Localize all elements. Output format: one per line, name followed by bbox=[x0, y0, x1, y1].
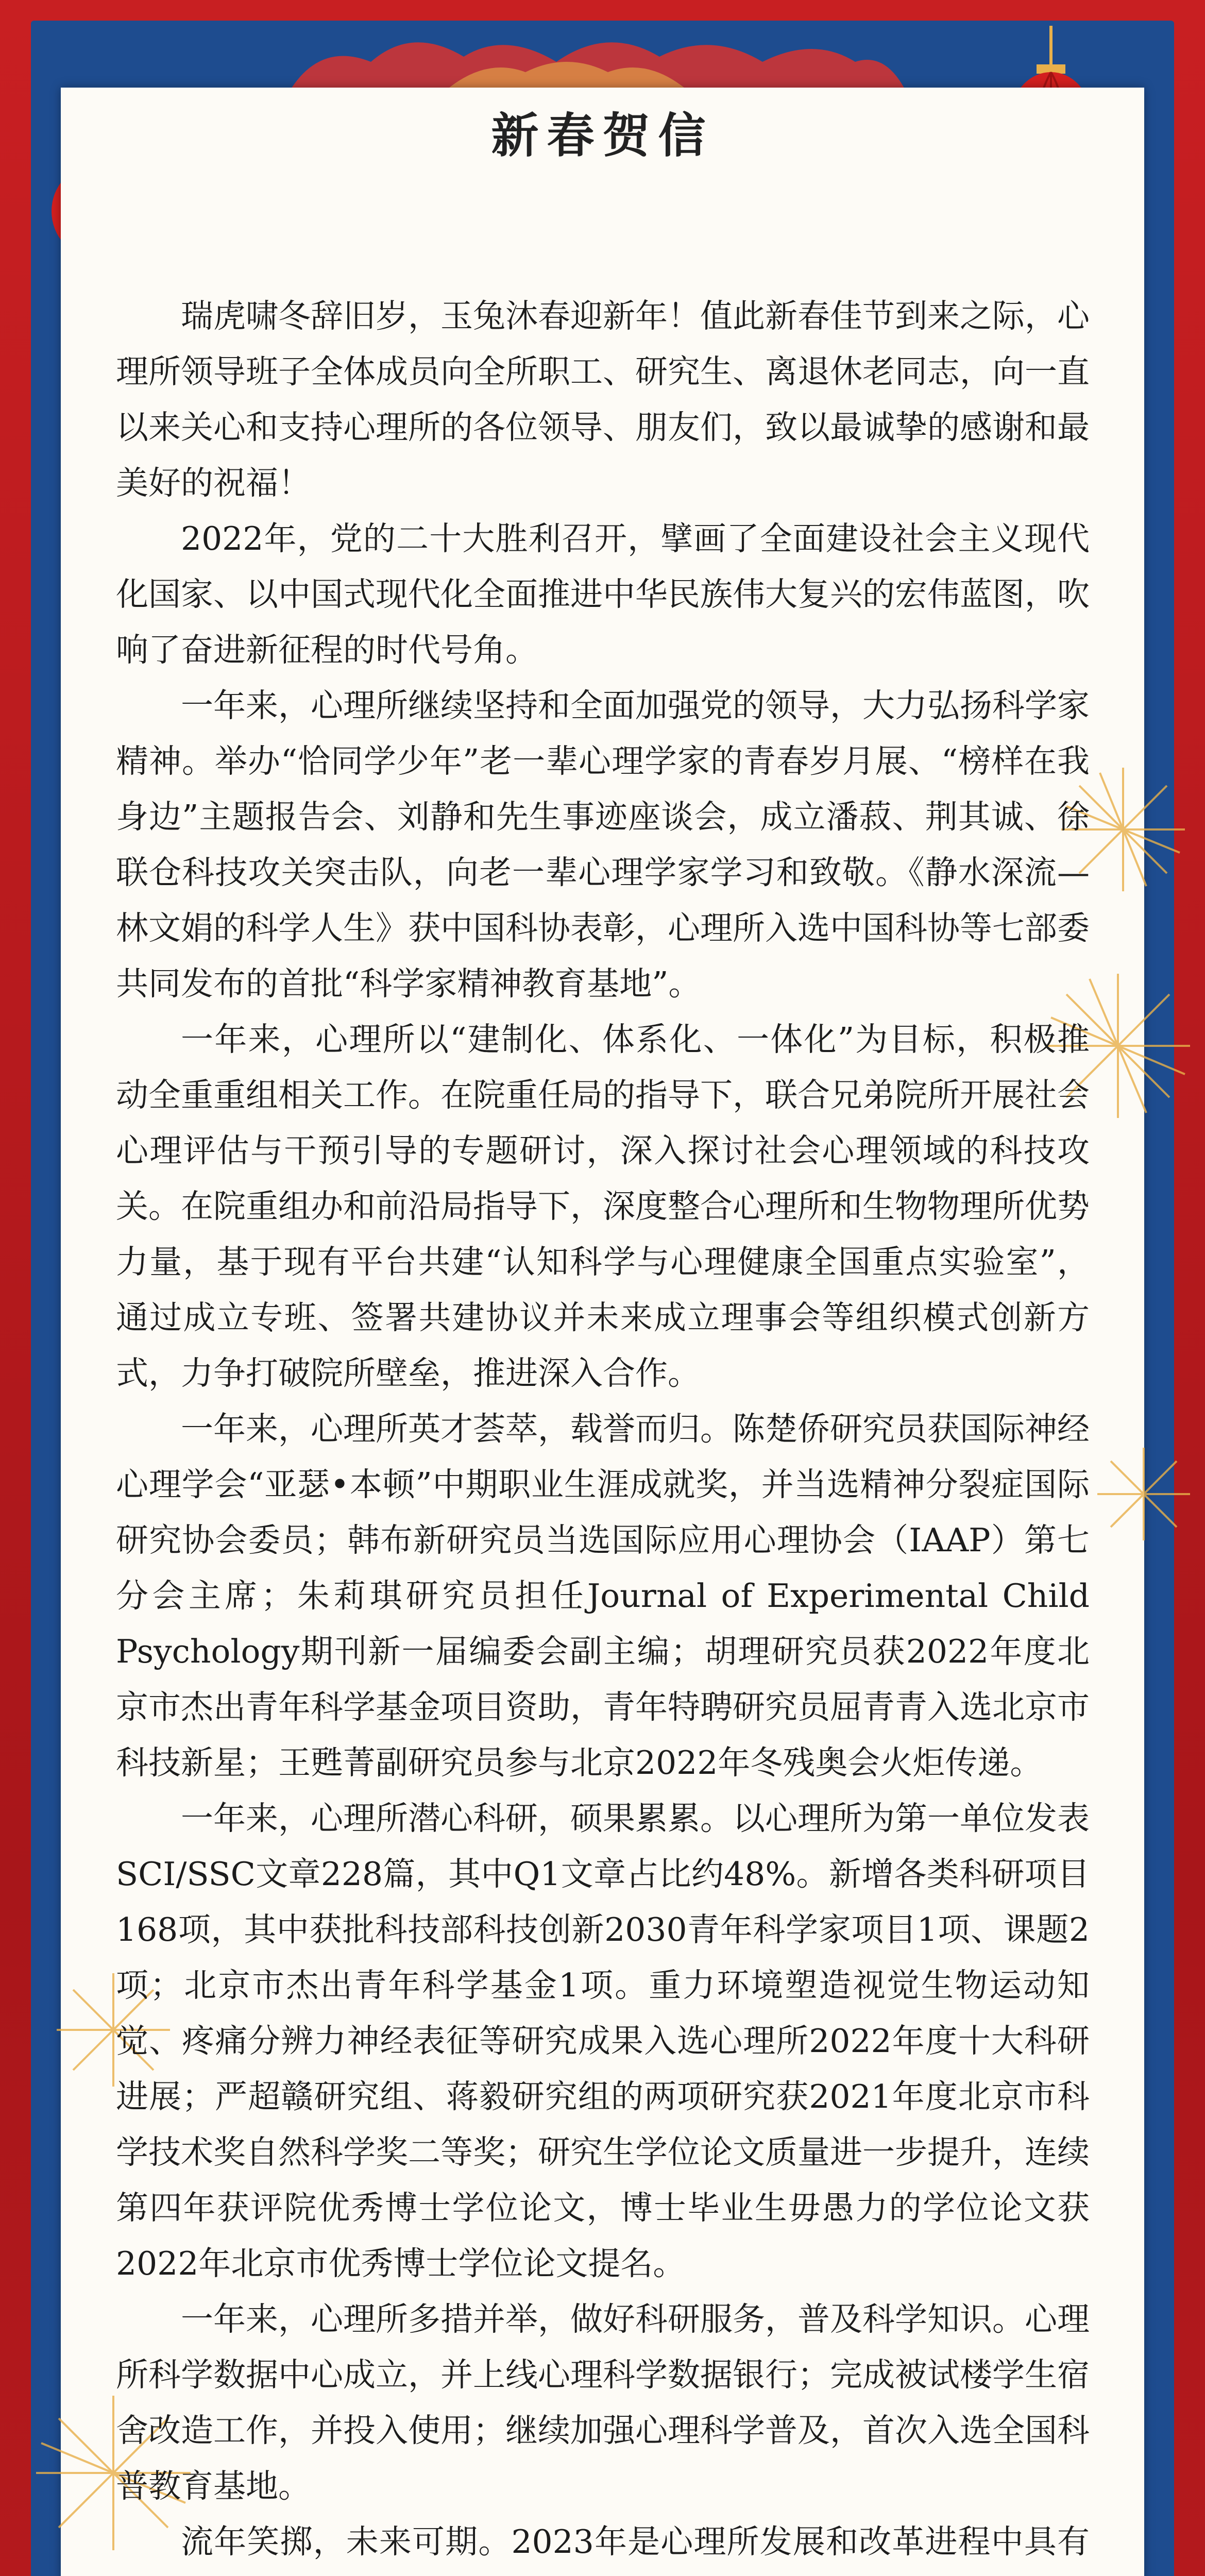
paragraph-research: 一年来，心理所潜心科研，硕果累累。以心理所为第一单位发表SCI/SSC文章228篇，其中Q1文章占比约48%。新增各类科研项目168项，其中获批科技部科技创新2030青年科学家项目1项、课题2项；北京市杰出青年科学基金1项。重力环境塑造视觉生物运动知觉、疼痛分辨力神经表征等研究成果入选心理所2022年度十大科研进展；严超赣研究组、蒋毅研究组的两项研究获2021年度北京市科学技术奖自然科学奖二等奖；研究生学位论文质量进一步提升，连续第四年获评院优秀博士学位论文，博士毕业生毋愚力的学位论文获2022年北京市优秀博士学位论文提名。 bbox=[116, 1800, 1090, 2282]
paragraph-awards: 一年来，心理所英才荟萃，载誉而归。陈楚侨研究员获国际神经心理学会“亚瑟•本顿”中期职业生涯成就奖，并当选精神分裂症国际研究协会委员；韩布新研究员当选国际应用心理协会（IAAP）第七分会主席；朱莉琪研究员担任Journal of Experimental Child Psychology期刊新一届编委会副主编；胡理研究员获2022年度北京市杰出青年科学基金项目资助，青年特聘研究员屈青青入选北京市科技新星；王甦菁副研究员参与北京2022年冬残奥会火炬传递。 bbox=[116, 1410, 1090, 1782]
cloud-icon bbox=[288, 21, 907, 93]
paragraph-lab-reorg: 一年来，心理所以“建制化、体系化、一体化”为目标，积极推动全重重组相关工作。在院重任局的指导下，联合兄弟院所开展社会心理评估与干预引导的专题研讨，深入探讨社会心理领域的科技攻关。在院重组办和前沿局指导下，深度整合心理所和生物物理所优势力量，基于现有平台共建“认知科学与心理健康全国重点实验室”，通过成立专班、签署共建协议并未来成立理事会等组织模式创新方式，力争打破院所壁垒，推进深入合作。 bbox=[116, 1021, 1090, 1392]
paragraph-outlook: 流年笑掷，未来可期。2023年是心理所发展和改革进程中具有 bbox=[181, 2523, 1090, 2561]
letter-body bbox=[116, 289, 1090, 2576]
letter-title: 新春贺信 bbox=[491, 108, 714, 163]
paragraph-congress: 2022年，党的二十大胜利召开，擘画了全面建设社会主义现代化国家、以中国式现代化全面推进中华民族伟大复兴的宏伟蓝图，吹响了奋进新征程的时代号角。 bbox=[116, 520, 1090, 669]
firework-icon bbox=[1092, 1443, 1195, 1546]
paragraph-greeting: 瑞虎啸冬辞旧岁，玉兔沐春迎新年！值此新春佳节到来之际，心理所领导班子全体成员向全所职工、研究生、离退休老同志，向一直以来关心和支持心理所的各位领导、朋友们，致以最诚挚的感谢和最美好的祝福！ bbox=[116, 297, 1090, 502]
paragraph-service: 一年来，心理所多措并举，做好科研服务，普及科学知识。心理所科学数据中心成立，并上线心理科学数据银行；完成被试楼学生宿舍改造工作，并投入使用；继续加强心理科学普及，首次入选全国科普教育基地。 bbox=[116, 2300, 1090, 2505]
paragraph-scientist-spirit: 一年来，心理所继续坚持和全面加强党的领导，大力弘扬科学家精神。举办“恰同学少年”老一辈心理学家的青春岁月展、“榜样在我身边”主题报告会、刘静和先生事迹座谈会，成立潘菽、荆其诚、徐联仓科技攻关突击队，向老一辈心理学家学习和致敬。《静水深流—林文娟的科学人生》获中国科协表彰，心理所入选中国科协等七部委共同发布的首批“科学家精神教育基地”。 bbox=[116, 687, 1090, 1003]
